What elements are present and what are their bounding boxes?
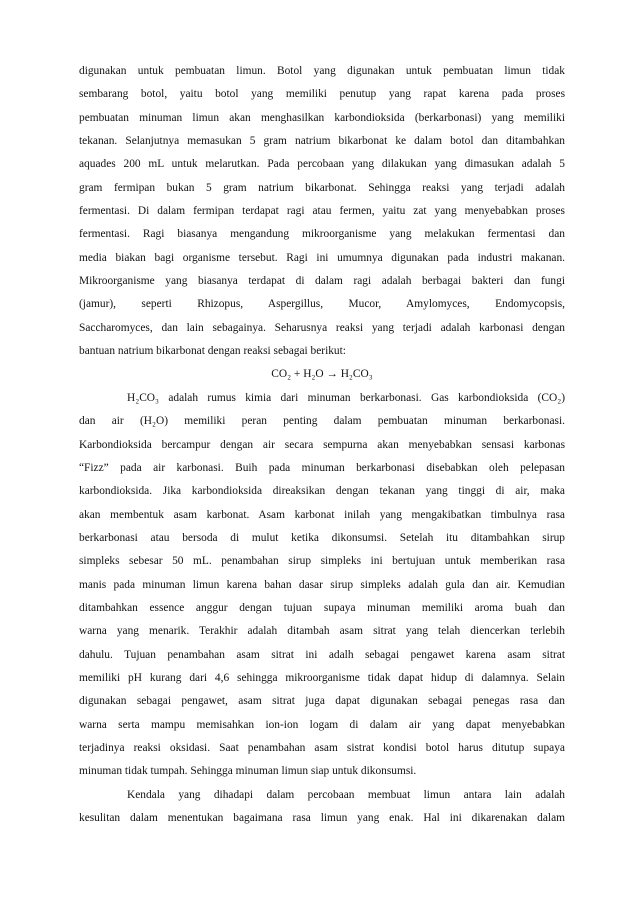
text-line: bantuan natrium bikarbonat dengan reaksi sebagai berikut: bbox=[79, 345, 346, 358]
text-line: manis pada minuman limun karena bahan dasar sirup simpleks adalah gula dan air. Kemudian bbox=[79, 578, 565, 591]
paragraph-first-line: Kendala yang dihadapi dalam percobaan membuat limun antara lain adalah bbox=[127, 788, 565, 801]
chemical-equation: CO₂ + H₂O → H₂CO₃ bbox=[271, 368, 373, 381]
body-text bbox=[79, 60, 565, 830]
text-line: kesulitan dalam menentukan bagaimana rasa limun yang enak. Hal ini dikarenakan dalam bbox=[79, 812, 565, 824]
text-line: ditambahkan essence anggur dengan tujuan supaya minuman memiliki aroma buah dan bbox=[79, 601, 565, 614]
text-line: Karbondioksida bercampur dengan air secara sempurna akan menyebabkan sensasi karbonas bbox=[79, 438, 565, 451]
paragraph-first-line: H₂CO₃ adalah rumus kimia dari minuman berkarbonasi. Gas karbondioksida (CO₂) bbox=[127, 391, 565, 404]
text-line: (jamur), seperti Rhizopus, Aspergillus, Mucor, Amylomyces, Endomycopsis, bbox=[79, 298, 565, 311]
text-line: Mikroorganisme yang biasanya terdapat di dalam ragi adalah berbagai bakteri dan fungi bbox=[79, 275, 565, 288]
text-line: Saccharomyces, dan lain sebagainya. Seharusnya reaksi yang terjadi adalah karbonasi dengan bbox=[79, 321, 565, 334]
text-line: sembarang botol, yaitu botol yang memiliki penutup yang rapat karena pada proses bbox=[79, 88, 565, 101]
text-line: simpleks sebesar 50 mL. penambahan sirup simpleks ini bertujuan untuk memberikan rasa bbox=[79, 555, 565, 568]
text-line: aquades 200 mL untuk melarutkan. Pada percobaan yang dilakukan yang dimasukan adalah 5 bbox=[79, 158, 565, 171]
text-line: media biakan bagi organisme tersebut. Ragi ini umumnya digunakan pada industri makanan. bbox=[79, 251, 565, 264]
text-line: warna serta mampu memisahkan ion-ion logam di dalam air yang dapat menyebabkan bbox=[79, 718, 565, 731]
text-line: digunakan sebagai pengawet, asam sitrat juga dapat digunakan sebagai penegas rasa dan bbox=[79, 695, 565, 708]
text-line: “Fizz” pada air karbonasi. Buih pada minuman berkarbonasi disebabkan oleh pelepasan bbox=[79, 461, 565, 474]
text-line: akan membentuk asam karbonat. Asam karbonat inilah yang mengakibatkan timbulnya rasa bbox=[79, 508, 565, 521]
text-line: karbondioksida. Jika karbondioksida direaksikan dengan tekanan yang tinggi di air, maka bbox=[79, 485, 565, 498]
text-line: fermentasi. Di dalam fermipan terdapat ragi atau fermen, yaitu zat yang menyebabkan proses bbox=[79, 205, 565, 218]
text-line: memiliki pH kurang dari 4,6 sehingga mikroorganisme tidak dapat hidup di dalamnya. Selain bbox=[79, 671, 565, 684]
text-line: fermentasi. Ragi biasanya mengandung mikroorganisme yang melakukan fermentasi dan bbox=[79, 228, 565, 241]
text-line: dan air (H₂O) memiliki peran penting dalam pembuatan minuman berkarbonasi. bbox=[79, 415, 565, 428]
text-line: minuman tidak tumpah. Sehingga minuman limun siap untuk dikonsumsi. bbox=[79, 765, 417, 778]
text-line: gram fermipan bukan 5 gram natrium bikarbonat. Sehingga reaksi yang terjadi adalah bbox=[79, 181, 565, 194]
text-line: tekanan. Selanjutnya memasukan 5 gram natrium bikarbonat ke dalam botol dan ditambahkan bbox=[79, 135, 565, 148]
text-line: warna yang menarik. Terakhir adalah ditambah asam sitrat yang telah diencerkan terlebih bbox=[79, 625, 565, 638]
text-line: digunakan untuk pembuatan limun. Botol yang digunakan untuk pembuatan limun tidak bbox=[79, 65, 565, 77]
text-line: dahulu. Tujuan penambahan asam sitrat ini adalh sebagai pengawet karena asam sitrat bbox=[79, 648, 565, 661]
text-line: berkarbonasi atau bersoda di mulut ketika dikonsumsi. Setelah itu ditambahkan sirup bbox=[79, 531, 565, 544]
text-line: terjadinya reaksi oksidasi. Saat penambahan asam sistrat kondisi botol harus ditutup supaya bbox=[79, 741, 565, 754]
text-line: pembuatan minuman limun akan menghasilkan karbondioksida (berkarbonasi) yang memiliki bbox=[79, 111, 565, 124]
